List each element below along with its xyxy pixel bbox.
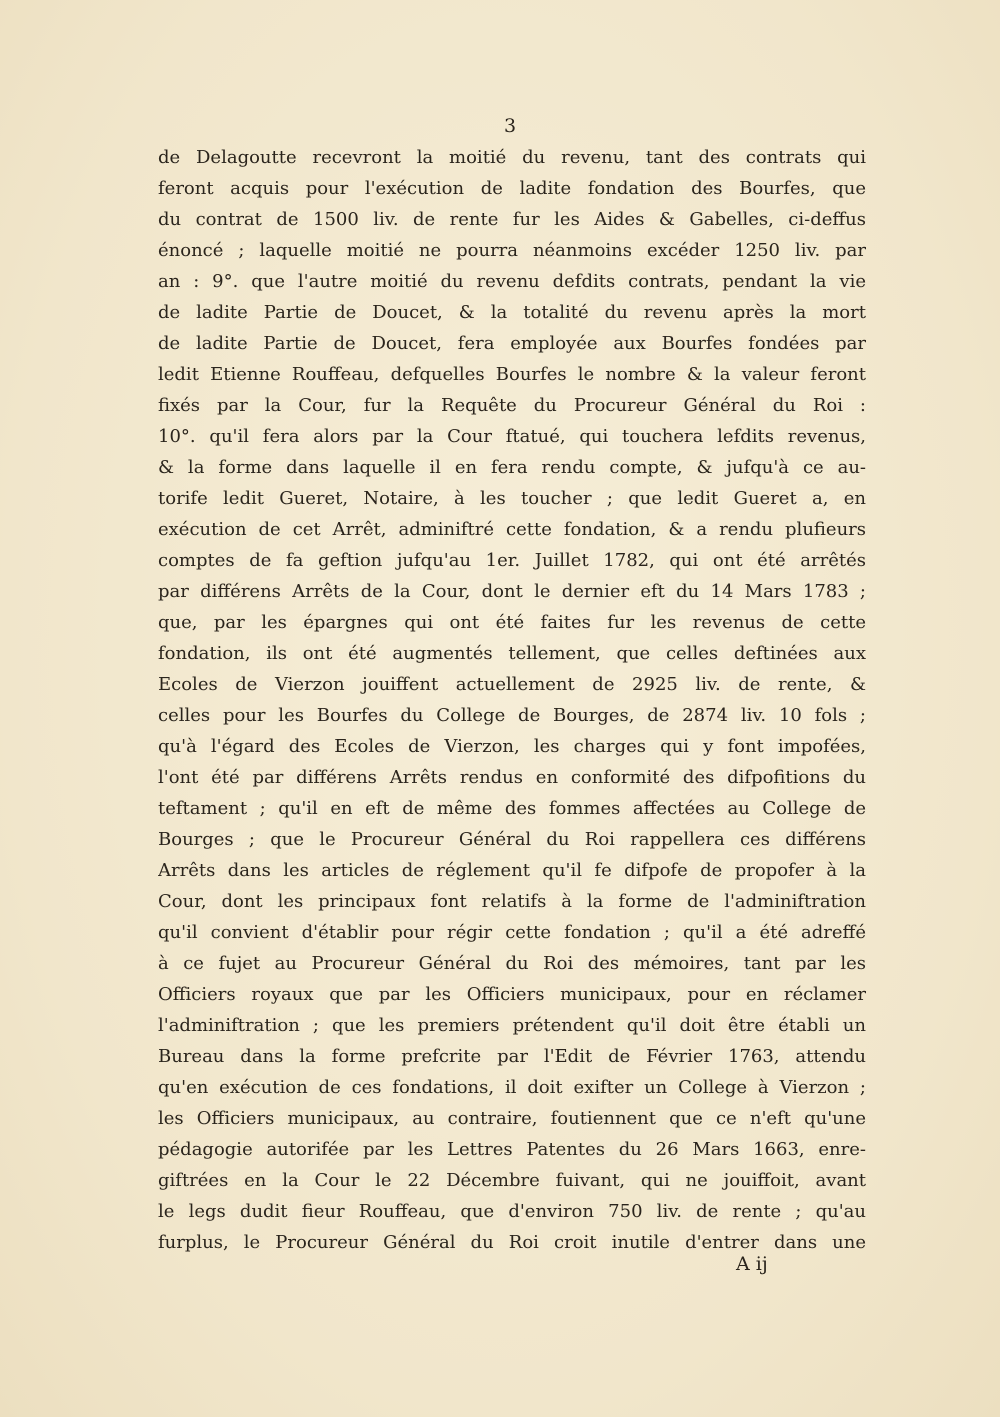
signature-mark: A ij bbox=[736, 1253, 768, 1275]
text-line: Officiers royaux que par les Officiers municipaux, pour en réclamer bbox=[158, 984, 866, 1005]
text-line: qu'il convient d'établir pour régir cette fondation ; qu'il a été adreffé bbox=[158, 922, 866, 943]
body-text bbox=[158, 142, 866, 1258]
text-line: qu'à l'égard des Ecoles de Vierzon, les charges qui y font impofées, bbox=[158, 736, 866, 757]
text-line: giftrées en la Cour le 22 Décembre fuivant, qui ne jouiffoit, avant bbox=[158, 1170, 866, 1191]
text-line: pédagogie autorifée par les Lettres Patentes du 26 Mars 1663, enre- bbox=[158, 1139, 866, 1160]
text-line: que, par les épargnes qui ont été faites fur les revenus de cette bbox=[158, 612, 866, 633]
text-line: à ce fujet au Procureur Général du Roi des mémoires, tant par les bbox=[158, 953, 866, 974]
text-line: énoncé ; laquelle moitié ne pourra néanmoins excéder 1250 liv. par bbox=[158, 240, 866, 261]
text-line: l'adminiftration ; que les premiers prétendent qu'il doit être établi un bbox=[158, 1015, 866, 1036]
page-number: 3 bbox=[503, 115, 517, 137]
text-line: le legs dudit fieur Rouffeau, que d'environ 750 liv. de rente ; qu'au bbox=[158, 1201, 866, 1222]
text-line: fondation, ils ont été augmentés tellement, que celles deftinées aux bbox=[158, 643, 866, 664]
text-line: les Officiers municipaux, au contraire, foutiennent que ce n'eft qu'une bbox=[158, 1108, 866, 1129]
text-line: ledit Etienne Rouffeau, defquelles Bourfes le nombre & la valeur feront bbox=[158, 364, 866, 385]
text-line: par différens Arrêts de la Cour, dont le dernier eft du 14 Mars 1783 ; bbox=[158, 581, 866, 602]
text-line: l'ont été par différens Arrêts rendus en conformité des difpofitions du bbox=[158, 767, 866, 788]
text-line: exécution de cet Arrêt, adminiftré cette fondation, & a rendu plufieurs bbox=[158, 519, 866, 540]
text-line: furplus, le Procureur Général du Roi croit inutile d'entrer dans une bbox=[158, 1232, 866, 1253]
text-line: de ladite Partie de Doucet, fera employée aux Bourfes fondées par bbox=[158, 333, 866, 354]
text-line: Arrêts dans les articles de réglement qu'il fe difpofe de propofer à la bbox=[158, 860, 866, 881]
text-line: teftament ; qu'il en eft de même des fommes affectées au College de bbox=[158, 798, 866, 819]
text-line: Ecoles de Vierzon jouiffent actuellement de 2925 liv. de rente, & bbox=[158, 674, 866, 695]
text-line: Cour, dont les principaux font relatifs à la forme de l'adminiftration bbox=[158, 891, 866, 912]
text-line: comptes de fa geftion jufqu'au 1er. Juillet 1782, qui ont été arrêtés bbox=[158, 550, 866, 571]
text-line: Bourges ; que le Procureur Général du Roi rappellera ces différens bbox=[158, 829, 866, 850]
text-line: celles pour les Bourfes du College de Bourges, de 2874 liv. 10 fols ; bbox=[158, 705, 866, 726]
text-line: de Delagoutte recevront la moitié du revenu, tant des contrats qui bbox=[158, 147, 866, 168]
text-line: & la forme dans laquelle il en fera rendu compte, & jufqu'à ce au- bbox=[158, 457, 866, 478]
text-line: de ladite Partie de Doucet, & la totalité du revenu après la mort bbox=[158, 302, 866, 323]
text-line: feront acquis pour l'exécution de ladite fondation des Bourfes, que bbox=[158, 178, 866, 199]
text-line: an : 9°. que l'autre moitié du revenu defdits contrats, pendant la vie bbox=[158, 271, 866, 292]
text-line: du contrat de 1500 liv. de rente fur les Aides & Gabelles, ci-deffus bbox=[158, 209, 866, 230]
text-line: Bureau dans la forme prefcrite par l'Edit de Février 1763, attendu bbox=[158, 1046, 866, 1067]
text-line: 10°. qu'il fera alors par la Cour ftatué, qui touchera lefdits revenus, bbox=[158, 426, 866, 447]
text-line: torife ledit Gueret, Notaire, à les toucher ; que ledit Gueret a, en bbox=[158, 488, 866, 509]
text-line: fixés par la Cour, fur la Requête du Procureur Général du Roi : bbox=[158, 395, 866, 416]
text-line: qu'en exécution de ces fondations, il doit exifter un College à Vierzon ; bbox=[158, 1077, 866, 1098]
